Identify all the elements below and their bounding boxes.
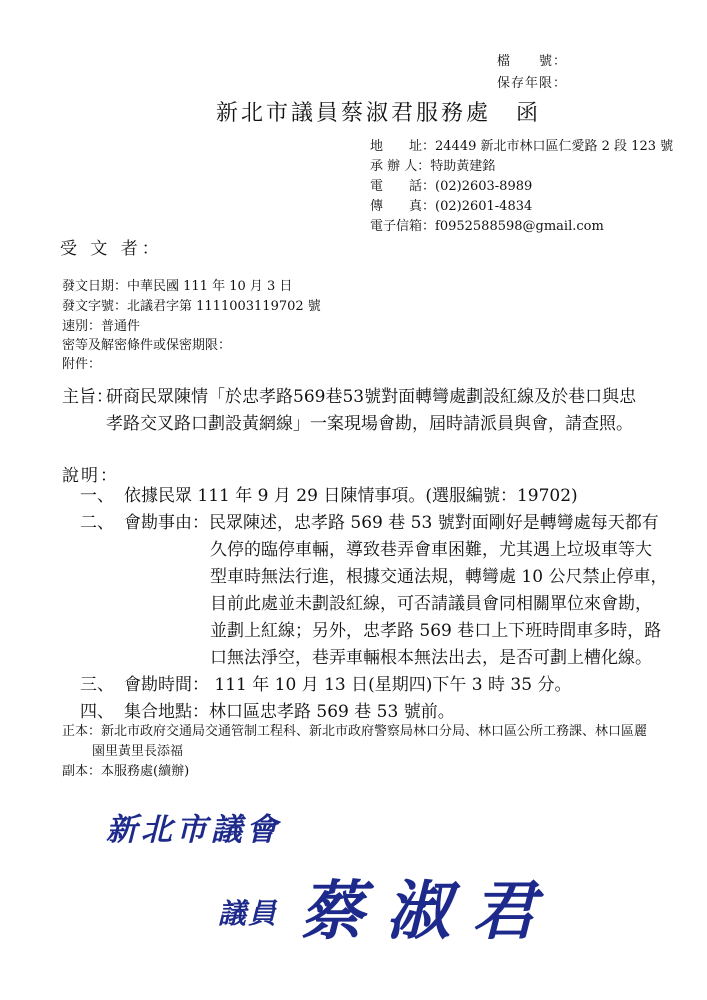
file-number-label: 檔 號： (496, 54, 567, 69)
explanation-item (80, 510, 114, 537)
email-row (370, 215, 604, 234)
address-row (370, 135, 673, 154)
phone-value: (02)2603-8989 (435, 179, 533, 194)
phone-row (370, 175, 532, 194)
secrecy-terms: 密等及解密條件或保密期限： (62, 338, 232, 353)
subject-line-1: 研商民眾陳情「於忠孝路569巷53號對面轉彎處劃設紅線及於巷口與忠 (106, 387, 637, 407)
explanation-item (80, 672, 114, 699)
address-value: 24449 新北市林口區仁愛路 2 段 123 號 (435, 139, 674, 154)
handler-row (370, 155, 495, 174)
email-value: f0952588598@gmail.com (435, 219, 604, 234)
fax-label: 傳 真： (370, 199, 436, 214)
main-recipients-line-1: 正本：新北市政府交通局交通管制工程科、新北市政府警察局林口分局、林口區公所工務課、林口區麗 (62, 724, 648, 739)
explanation-item (80, 483, 114, 510)
explanation-item-continued: 型車時無法行進，根據交通法規，轉彎處 10 公尺禁止停車， (210, 567, 668, 587)
fax-value: (02)2601-4834 (435, 199, 533, 214)
explanation-item-continued: 口無法淨空，巷弄車輛根本無法出去，是否可劃上槽化線。 (210, 648, 652, 668)
explanation-label: 說明： (62, 466, 119, 486)
explanation-item-text: 會勘時間： 111 年 10 月 13 日(星期四)下午 3 時 35 分。 (124, 675, 572, 695)
document-title: 新北市議員蔡淑君服務處 函 (216, 101, 542, 126)
handler-value: 特助黃建銘 (430, 159, 496, 174)
councilor-title-stamp: 議員 (218, 897, 279, 930)
item-number: 三、 (80, 675, 114, 695)
address-label: 地 址： (370, 139, 436, 154)
explanation-item-continued: 目前此處並未劃設紅線，可否請議員會同相關單位來會勘， (210, 594, 652, 614)
email-label: 電子信箱： (370, 219, 436, 234)
council-stamp: 新北市議會 (106, 812, 281, 848)
phone-label: 電 話： (370, 179, 436, 194)
retention-period-label: 保存年限： (496, 76, 567, 91)
secondary-recipients: 副本：本服務處(續辦) (62, 764, 190, 779)
explanation-item-text: 依據民眾 111 年 9 月 29 日陳情事項。(選服編號：19702) (124, 486, 578, 506)
reference-number: 發文字號：北議君字第 1111003119702 號 (62, 299, 321, 314)
subject-line-2: 孝路交叉路口劃設黃網線」一案現場會勘，屆時請派員與會，請查照。 (106, 414, 633, 434)
speed-class: 速別：普通件 (62, 319, 141, 334)
issue-date: 發文日期：中華民國 111 年 10 月 3 日 (62, 279, 293, 294)
handler-label: 承 辦 人： (370, 159, 431, 174)
explanation-item-continued: 久停的臨停車輛，導致巷弄會車困難，尤其遇上垃圾車等大 (210, 540, 652, 560)
main-recipients-line-2: 園里黃里長添福 (92, 744, 184, 759)
subject-label: 主旨： (62, 387, 113, 407)
item-number: 四、 (80, 702, 114, 722)
fax-row (370, 195, 532, 214)
councilor-name-stamp: 蔡淑君 (300, 874, 558, 949)
recipient-label: 受 文 者： (60, 239, 163, 259)
item-number: 二、 (80, 513, 114, 533)
item-number: 一、 (80, 486, 114, 506)
explanation-item-text: 集合地點：林口區忠孝路 569 巷 53 號前。 (124, 702, 455, 722)
attachment-label: 附件： (62, 357, 102, 372)
explanation-item-text: 會勘事由：民眾陳述，忠孝路 569 巷 53 號對面剛好是轉彎處每天都有 (124, 513, 659, 533)
explanation-item-continued: 並劃上紅線；另外，忠孝路 569 巷口上下班時間車多時，路 (210, 621, 662, 641)
subject-section (62, 384, 652, 438)
